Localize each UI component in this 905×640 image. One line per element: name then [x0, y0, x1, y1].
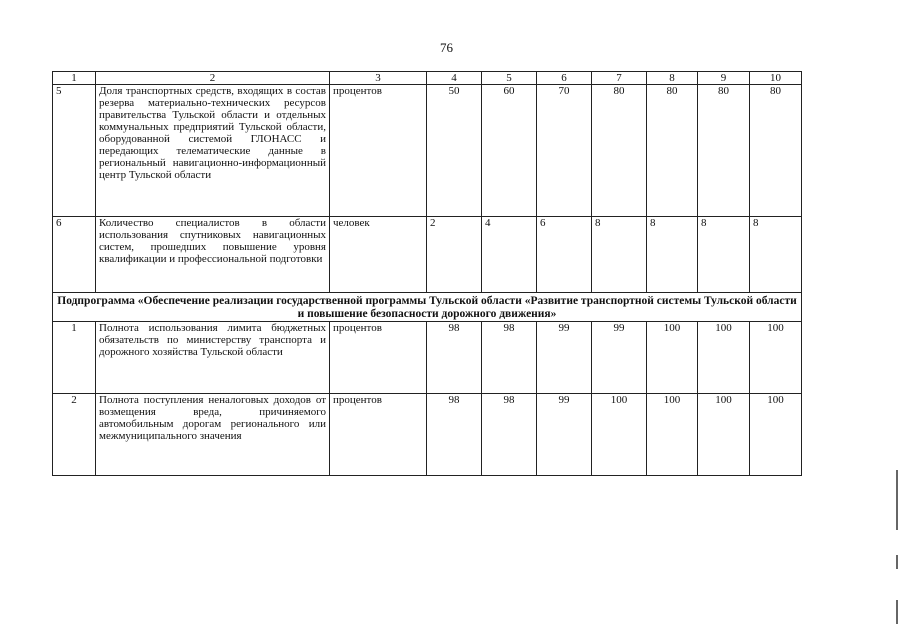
value-cell: 70: [537, 85, 592, 217]
unit-cell: процентов: [330, 85, 427, 217]
column-numbers-row: [53, 72, 802, 85]
value-cell: 80: [647, 85, 698, 217]
col-header-7: 7: [592, 72, 647, 85]
value-cell: 8: [647, 217, 698, 293]
table-row: [53, 394, 802, 476]
value-cell: 99: [537, 394, 592, 476]
value-cell: 100: [698, 394, 750, 476]
value-cell: 100: [647, 394, 698, 476]
value-cell: 98: [482, 394, 537, 476]
row-number: 6: [53, 217, 96, 293]
value-cell: 98: [427, 394, 482, 476]
value-cell: 98: [482, 322, 537, 394]
indicator-description: Количество специалистов в области использования спутниковых навигационных систем, прошедших повышение уровня квалификации и профессиональной подготовки: [96, 217, 330, 293]
row-number: 5: [53, 85, 96, 217]
row-number: 1: [53, 322, 96, 394]
table-row: [53, 85, 802, 217]
value-cell: 100: [647, 322, 698, 394]
col-header-8: 8: [647, 72, 698, 85]
unit-cell: процентов: [330, 322, 427, 394]
value-cell: 99: [537, 322, 592, 394]
unit-cell: процентов: [330, 394, 427, 476]
col-header-10: 10: [750, 72, 802, 85]
value-cell: 100: [592, 394, 647, 476]
indicator-description: Доля транспортных средств, входящих в состав резерва материально-технических ресурсов правительства Тульской области и отдельных коммунальных предприятий Тульской области, оборудованной системой ГЛОНАСС и передающих телематические данные в региональный навигационно-информационный центр Тульской области: [96, 85, 330, 217]
value-cell: 8: [750, 217, 802, 293]
value-cell: 8: [592, 217, 647, 293]
col-header-3: 3: [330, 72, 427, 85]
col-header-1: 1: [53, 72, 96, 85]
col-header-5: 5: [482, 72, 537, 85]
indicator-description: Полнота использования лимита бюджетных обязательств по министерству транспорта и дорожного хозяйства Тульской области: [96, 322, 330, 394]
scan-margin-mark: [896, 600, 898, 624]
table-row: [53, 217, 802, 293]
page-number: 76: [440, 40, 453, 55]
table-row: [53, 322, 802, 394]
value-cell: 50: [427, 85, 482, 217]
unit-cell: человек: [330, 217, 427, 293]
indicators-table: [52, 71, 802, 476]
value-cell: 80: [698, 85, 750, 217]
value-cell: 99: [592, 322, 647, 394]
col-header-2: 2: [96, 72, 330, 85]
value-cell: 98: [427, 322, 482, 394]
value-cell: 80: [592, 85, 647, 217]
value-cell: 60: [482, 85, 537, 217]
value-cell: 4: [482, 217, 537, 293]
col-header-6: 6: [537, 72, 592, 85]
value-cell: 100: [698, 322, 750, 394]
scan-margin-mark: [896, 470, 898, 530]
value-cell: 6: [537, 217, 592, 293]
value-cell: 8: [698, 217, 750, 293]
value-cell: 100: [750, 394, 802, 476]
value-cell: 80: [750, 85, 802, 217]
subprogram-title: Подпрограмма «Обеспечение реализации государственной программы Тульской области «Развитие транспортной системы Тульской области и повышение безопасности дорожного движения»: [53, 293, 802, 322]
col-header-4: 4: [427, 72, 482, 85]
row-number: 2: [53, 394, 96, 476]
scan-margin-mark: [896, 555, 898, 569]
col-header-9: 9: [698, 72, 750, 85]
value-cell: 2: [427, 217, 482, 293]
indicator-description: Полнота поступления неналоговых доходов от возмещения вреда, причиняемого автомобильным дорогам регионального или межмуниципального значения: [96, 394, 330, 476]
subprogram-heading-row: [53, 293, 802, 322]
value-cell: 100: [750, 322, 802, 394]
